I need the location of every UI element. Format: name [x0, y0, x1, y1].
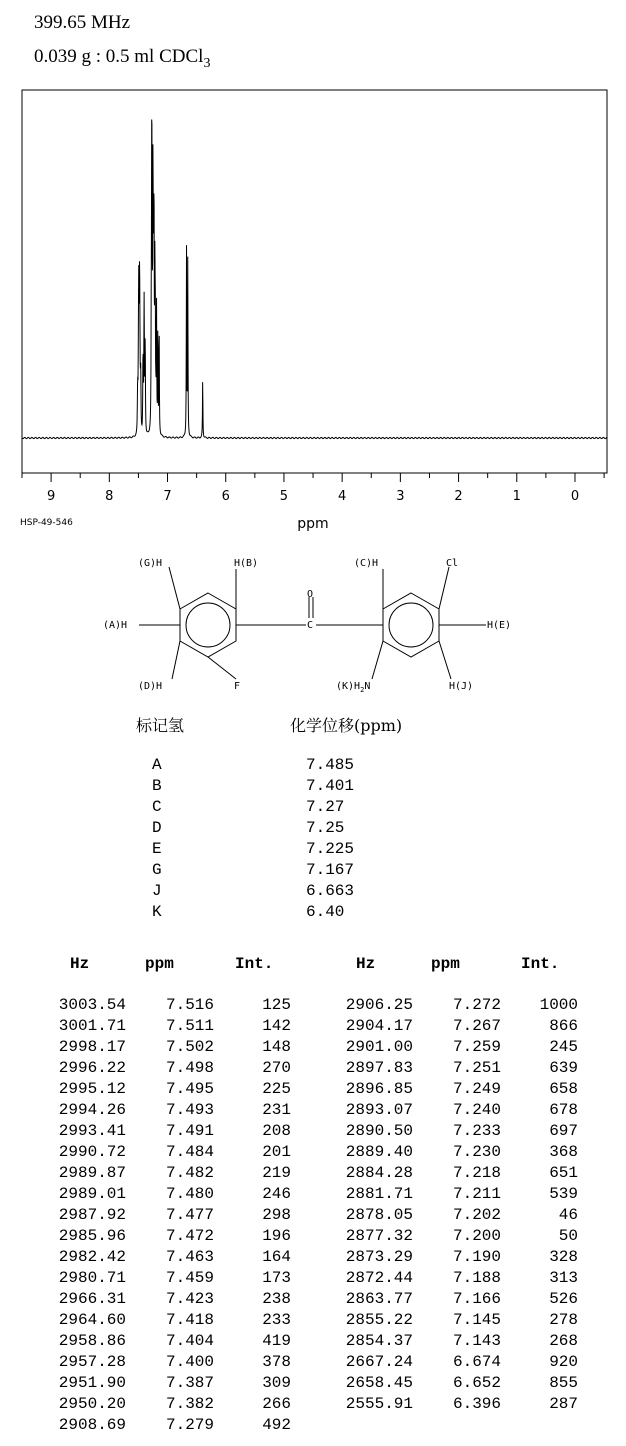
peak-hz: 2884.28: [345, 1164, 413, 1182]
peak-hz: 3001.71: [58, 1017, 126, 1035]
label-c: (C)H: [354, 558, 379, 569]
peak-int: 658: [549, 1080, 578, 1098]
peak-hz: 2995.12: [58, 1080, 126, 1098]
bond-d: [172, 641, 180, 679]
plot-frame: [22, 90, 607, 473]
assignment-label: K: [152, 903, 162, 921]
peak-hz: 2881.71: [345, 1185, 413, 1203]
peak-ppm: 7.200: [452, 1227, 501, 1245]
x-tick-label: 8: [105, 489, 114, 504]
peak-ppm: 7.511: [165, 1017, 214, 1035]
peak-int: 492: [262, 1416, 291, 1434]
peak-ppm: 7.233: [452, 1122, 501, 1140]
peak-int: 50: [558, 1227, 578, 1245]
peak-ppm: 7.498: [165, 1059, 214, 1077]
peak-int: 173: [262, 1269, 291, 1287]
label-e: H(E): [487, 620, 512, 631]
bond-g: [169, 567, 180, 609]
assignment-label: A: [152, 756, 162, 774]
peak-int: 309: [262, 1374, 291, 1392]
assignment-header-shift: 化学位移(ppm): [290, 716, 403, 735]
peak-ppm: 7.477: [165, 1206, 214, 1224]
peak-ppm: 6.674: [452, 1353, 501, 1371]
assignment-label: B: [152, 777, 162, 795]
peak-hz: 2964.60: [58, 1311, 126, 1329]
label-d: (D)H: [138, 681, 163, 692]
peak-hz: 2950.20: [58, 1395, 126, 1413]
peak-hz: 2989.87: [58, 1164, 126, 1182]
label-k-sub: 2: [360, 686, 365, 694]
assignment-labels: [152, 755, 162, 923]
peak-ppm: 6.396: [452, 1395, 501, 1413]
peak-hz: 2896.85: [345, 1080, 413, 1098]
right-ring-aromatic: [389, 603, 433, 647]
peak-int: 378: [262, 1353, 291, 1371]
label-k: [336, 681, 370, 694]
peak-ppm: 7.143: [452, 1332, 501, 1350]
peak-hz: 2906.25: [345, 996, 413, 1014]
peak-header-hz-right: Hz: [356, 955, 376, 973]
assignment-shifts: [306, 755, 354, 923]
x-axis-label: ppm: [297, 516, 329, 532]
peak-hz: 2904.17: [345, 1017, 413, 1035]
peak-ppm: 7.482: [165, 1164, 214, 1182]
x-tick-label: 9: [46, 489, 56, 504]
molecule-structure: [0, 545, 626, 705]
peak-int: 678: [549, 1101, 578, 1119]
peak-int: 270: [262, 1059, 291, 1077]
peak-ppm: 7.279: [165, 1416, 214, 1434]
peak-ppm: 6.652: [452, 1374, 501, 1392]
peak-hz: 2890.50: [345, 1122, 413, 1140]
peak-ppm: 7.516: [165, 996, 214, 1014]
peak-ppm: 7.502: [165, 1038, 214, 1056]
peak-col-int-right: [525, 995, 578, 1415]
peak-header-hz-left: Hz: [70, 955, 90, 973]
peak-hz: 2957.28: [58, 1353, 126, 1371]
label-g: (G)H: [138, 558, 163, 569]
peak-ppm: 7.387: [165, 1374, 214, 1392]
peak-hz: 2873.29: [345, 1248, 413, 1266]
peak-ppm: 7.484: [165, 1143, 214, 1161]
peak-int: 298: [262, 1206, 291, 1224]
peak-ppm: 7.400: [165, 1353, 214, 1371]
label-b: H(B): [234, 558, 259, 569]
assignment-label: C: [152, 798, 162, 816]
x-tick-label: 0: [570, 489, 580, 504]
label-o: O: [307, 589, 314, 600]
peak-hz: 2958.86: [58, 1332, 126, 1350]
peak-int: 328: [549, 1248, 578, 1266]
assignment-shift: 7.401: [306, 777, 355, 795]
peak-hz: 2982.42: [58, 1248, 126, 1266]
peak-ppm: 7.190: [452, 1248, 501, 1266]
peak-ppm: 7.230: [452, 1143, 501, 1161]
peak-int: 196: [262, 1227, 291, 1245]
bond-j: [439, 641, 451, 679]
label-k-h: (K)H: [336, 681, 361, 692]
peak-hz: 2555.91: [345, 1395, 413, 1413]
peak-ppm: 7.249: [452, 1080, 501, 1098]
peak-ppm: 7.218: [452, 1164, 501, 1182]
label-c-atom: C: [307, 620, 314, 631]
assignment-label: J: [152, 882, 162, 900]
left-ring-aromatic: [186, 603, 230, 647]
peak-int: 231: [262, 1101, 291, 1119]
peak-int: 287: [549, 1395, 578, 1413]
x-tick-label: 5: [279, 489, 289, 504]
assignment-shift: 7.27: [306, 798, 345, 816]
assignment-label: D: [152, 819, 162, 837]
peak-hz: 2854.37: [345, 1332, 413, 1350]
peak-hz: 2901.00: [345, 1038, 413, 1056]
peak-int: 225: [262, 1080, 291, 1098]
peak-hz: 2893.07: [345, 1101, 413, 1119]
label-cl: Cl: [446, 558, 459, 569]
peak-ppm: 7.459: [165, 1269, 214, 1287]
label-k-n: N: [364, 681, 371, 692]
x-tick-label: 6: [221, 489, 230, 504]
peak-ppm: 7.463: [165, 1248, 214, 1266]
peak-int: 46: [558, 1206, 578, 1224]
spectrometer-frequency: 399.65 MHz: [34, 12, 131, 33]
peak-int: 368: [549, 1143, 578, 1161]
peak-hz: 2889.40: [345, 1143, 413, 1161]
bond-f: [208, 657, 236, 679]
peak-hz: 2980.71: [58, 1269, 126, 1287]
peak-hz: 2951.90: [58, 1374, 126, 1392]
peak-int: 697: [549, 1122, 578, 1140]
peak-col-int-left: [240, 995, 291, 1436]
assignment-header-label: 标记氢: [136, 716, 185, 735]
peak-ppm: 7.202: [452, 1206, 501, 1224]
peak-int: 142: [262, 1017, 291, 1035]
peak-int: 148: [262, 1038, 291, 1056]
peak-int: 233: [262, 1311, 291, 1329]
peak-int: 651: [549, 1164, 578, 1182]
label-a: (A)H: [103, 620, 128, 631]
peak-int: 201: [262, 1143, 291, 1161]
peak-ppm: 7.493: [165, 1101, 214, 1119]
peak-int: 245: [549, 1038, 578, 1056]
peak-int: 125: [262, 996, 291, 1014]
peak-hz: 2996.22: [58, 1059, 126, 1077]
peak-hz: 2872.44: [345, 1269, 413, 1287]
x-tick-label: 7: [163, 489, 172, 504]
peak-ppm: 7.480: [165, 1185, 214, 1203]
peak-ppm: 7.240: [452, 1101, 501, 1119]
x-tick-label: 3: [396, 489, 405, 504]
peak-ppm: 7.404: [165, 1332, 214, 1350]
assignment-label: E: [152, 840, 162, 858]
assignment-shift: 7.485: [306, 756, 355, 774]
x-axis-ticks: [22, 473, 604, 504]
peak-int: 419: [262, 1332, 291, 1350]
assignment-shift: 6.663: [306, 882, 355, 900]
peak-ppm: 7.145: [452, 1311, 501, 1329]
spectrum-trace: [22, 120, 607, 439]
peak-int: 866: [549, 1017, 578, 1035]
peak-ppm: 7.472: [165, 1227, 214, 1245]
peak-int: 920: [549, 1353, 578, 1371]
peak-ppm: 7.382: [165, 1395, 214, 1413]
peak-col-hz-left: [40, 995, 126, 1436]
peak-hz: 2877.32: [345, 1227, 413, 1245]
peak-int: 268: [549, 1332, 578, 1350]
x-tick-label: 1: [512, 489, 521, 504]
label-j: H(J): [449, 681, 474, 692]
peak-hz: 2897.83: [345, 1059, 413, 1077]
bond-cl: [439, 567, 449, 609]
assignment-shift: 7.225: [306, 840, 355, 858]
peak-int: 266: [262, 1395, 291, 1413]
peak-ppm: 7.423: [165, 1290, 214, 1308]
peak-int: 164: [262, 1248, 291, 1266]
assignment-shift: 7.167: [306, 861, 355, 879]
peak-header-ppm-right: ppm: [431, 955, 460, 973]
peak-hz: 2989.01: [58, 1185, 126, 1203]
nmr-spectrum-chart: [0, 0, 626, 545]
peak-ppm: 7.166: [452, 1290, 501, 1308]
peak-ppm: 7.211: [452, 1185, 501, 1203]
peak-ppm: 7.495: [165, 1080, 214, 1098]
peak-hz: 2987.92: [58, 1206, 126, 1224]
peak-hz: 3003.54: [58, 996, 126, 1014]
peak-ppm: 7.491: [165, 1122, 214, 1140]
peak-int: 539: [549, 1185, 578, 1203]
peak-ppm: 7.272: [452, 996, 501, 1014]
peak-int: 639: [549, 1059, 578, 1077]
peak-col-hz-right: [327, 995, 413, 1415]
peak-ppm: 7.259: [452, 1038, 501, 1056]
peak-ppm: 7.188: [452, 1269, 501, 1287]
peak-col-ppm-right: [427, 995, 501, 1415]
spectrum-code: HSP-49-546: [20, 518, 73, 528]
peak-hz: 2998.17: [58, 1038, 126, 1056]
peak-hz: 2966.31: [58, 1290, 126, 1308]
peak-int: 208: [262, 1122, 291, 1140]
peak-int: 526: [549, 1290, 578, 1308]
assignment-shift: 6.40: [306, 903, 345, 921]
peak-int: 313: [549, 1269, 578, 1287]
assignment-label: G: [152, 861, 162, 879]
peak-header-int-right: Int.: [521, 955, 560, 973]
peak-hz: 2878.05: [345, 1206, 413, 1224]
peak-hz: 2990.72: [58, 1143, 126, 1161]
peak-header-int-left: Int.: [235, 955, 274, 973]
peak-hz: 2908.69: [58, 1416, 126, 1434]
peak-int: 278: [549, 1311, 578, 1329]
bond-k: [372, 641, 383, 679]
x-tick-label: 2: [454, 489, 463, 504]
peak-hz: 2667.24: [345, 1353, 413, 1371]
peak-int: 855: [549, 1374, 578, 1392]
peak-hz: 2985.96: [58, 1227, 126, 1245]
peak-ppm: 7.418: [165, 1311, 214, 1329]
sample-subscript: 3: [203, 55, 211, 71]
x-tick-label: 4: [338, 489, 347, 504]
assignment-shift: 7.25: [306, 819, 345, 837]
peak-int: 238: [262, 1290, 291, 1308]
peak-col-ppm-left: [140, 995, 214, 1436]
sample-text: 0.039 g : 0.5 ml CDCl: [34, 46, 204, 67]
peak-hz: 2994.26: [58, 1101, 126, 1119]
peak-ppm: 7.267: [452, 1017, 501, 1035]
peak-hz: 2855.22: [345, 1311, 413, 1329]
label-f: F: [234, 681, 241, 692]
peak-int: 219: [262, 1164, 291, 1182]
peak-ppm: 7.251: [452, 1059, 501, 1077]
peak-int: 1000: [539, 996, 578, 1014]
peak-int: 246: [262, 1185, 291, 1203]
peak-hz: 2658.45: [345, 1374, 413, 1392]
peak-hz: 2863.77: [345, 1290, 413, 1308]
peak-hz: 2993.41: [58, 1122, 126, 1140]
peak-header-ppm-left: ppm: [145, 955, 174, 973]
